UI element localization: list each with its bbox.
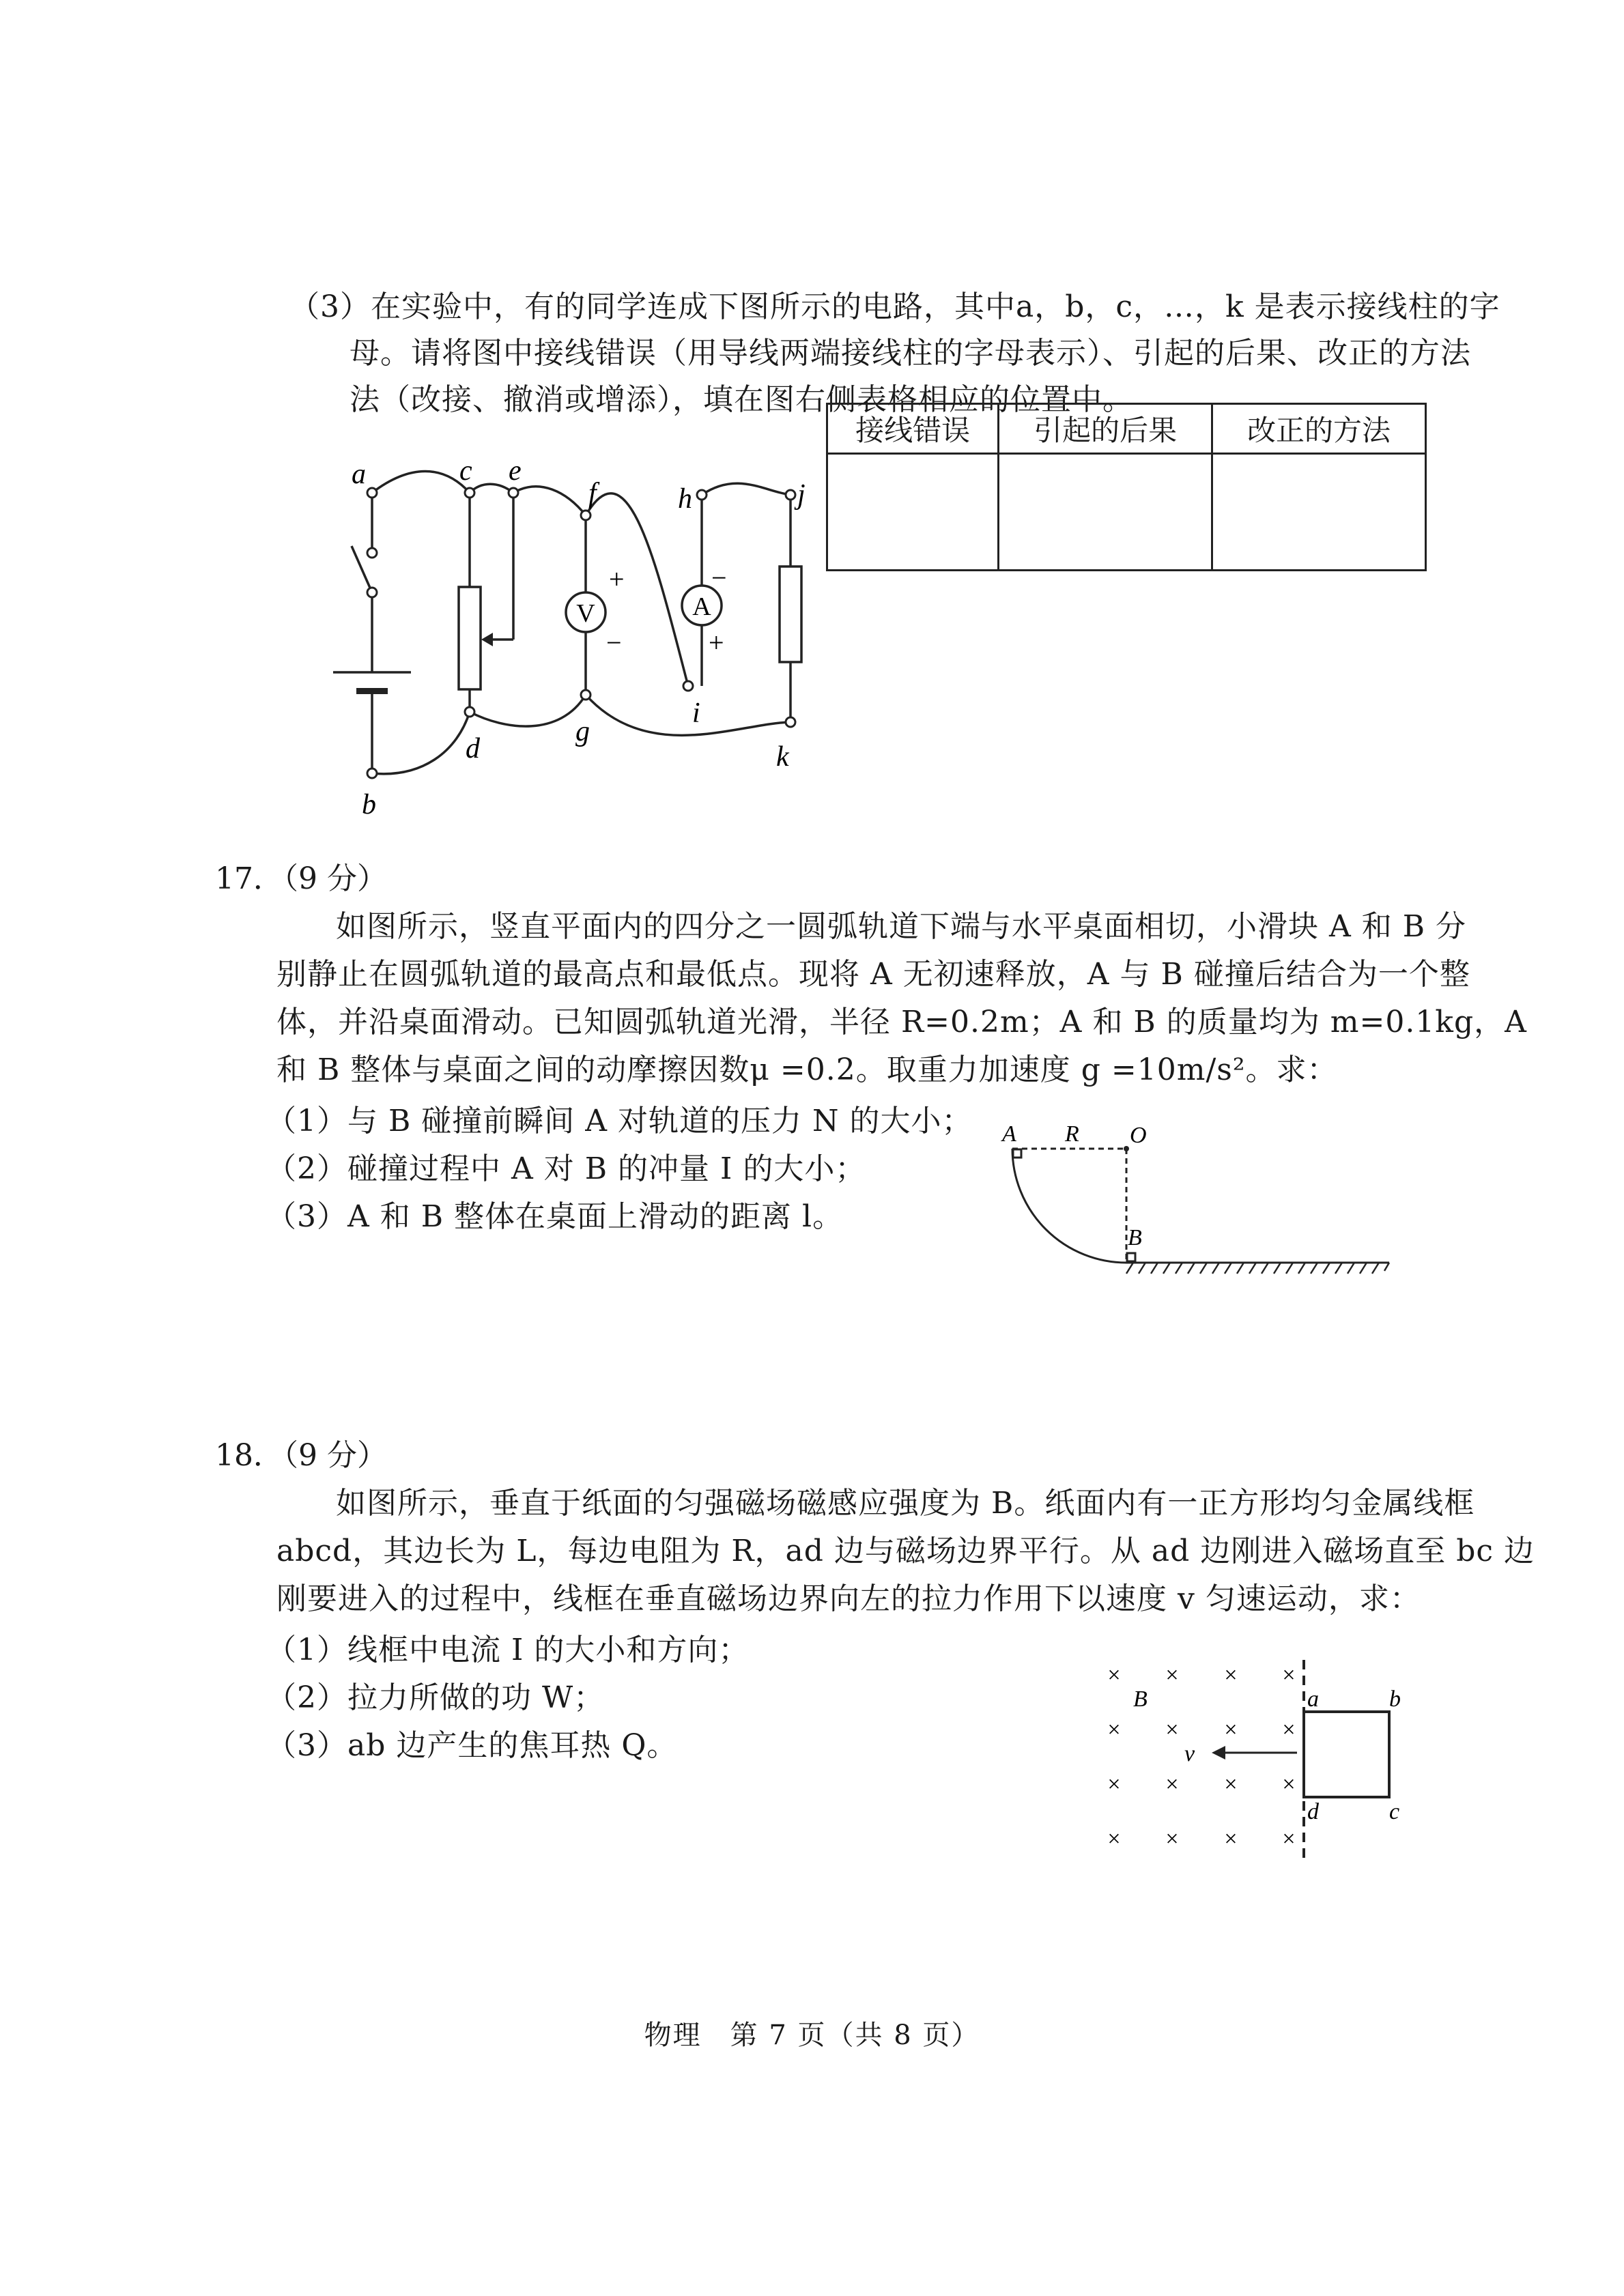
- field-cross: ×: [1282, 1826, 1296, 1852]
- field-cross: ×: [1107, 1717, 1121, 1742]
- voltmeter-minus: −: [606, 627, 622, 658]
- field-cross: ×: [1282, 1772, 1296, 1797]
- terminal-i: i: [692, 698, 700, 729]
- field-cross: ×: [1165, 1663, 1179, 1688]
- field-cross: ×: [1107, 1663, 1121, 1688]
- part3-line1: （3）在实验中，有的同学连成下图所示的电路，其中a，b，c，…，k 是表示接线柱的字: [289, 289, 1500, 324]
- field-cross: ×: [1224, 1772, 1238, 1797]
- q18-label-c: c: [1389, 1799, 1400, 1824]
- q18-number: 18．（9 分）: [215, 1438, 387, 1473]
- page-footer: 物理 第 7 页（共 8 页）: [644, 2020, 980, 2051]
- q17-sub2: （2）碰撞过程中 A 对 B 的冲量 I 的大小；: [266, 1151, 866, 1186]
- circuit-diagram: [300, 444, 819, 840]
- q17-sub3: （3）A 和 B 整体在桌面上滑动的距离 l。: [266, 1199, 844, 1234]
- terminal-a: a: [352, 459, 366, 490]
- terminal-f: f: [588, 478, 597, 509]
- field-cross: ×: [1107, 1772, 1121, 1797]
- answer-table: [826, 403, 1427, 571]
- q17-label-O: O: [1130, 1123, 1147, 1148]
- q18-sub2: （2）拉力所做的功 W；: [266, 1680, 605, 1715]
- q18-label-b: b: [1389, 1687, 1401, 1712]
- field-cross: ×: [1224, 1717, 1238, 1742]
- terminal-e: e: [509, 455, 522, 487]
- terminal-c: c: [459, 455, 472, 487]
- q17-arc-track-figure: [990, 1106, 1413, 1283]
- terminal-j: j: [797, 479, 806, 511]
- terminal-k: k: [776, 741, 789, 773]
- field-cross: ×: [1282, 1663, 1296, 1688]
- q18-para2: abcd，其边长为 L，每边电阻为 R，ad 边与磁场边界平行。从 ad 边刚进入磁场直至 bc 边: [276, 1534, 1535, 1568]
- ammeter-plus: +: [709, 627, 724, 658]
- field-cross: ×: [1224, 1826, 1238, 1852]
- q18-label-v: v: [1184, 1741, 1195, 1766]
- q18-sub1: （1）线框中电流 I 的大小和方向；: [266, 1633, 750, 1667]
- field-cross: ×: [1107, 1826, 1121, 1852]
- q17-para1: 如图所示，竖直平面内的四分之一圆弧轨道下端与水平桌面相切，小滑块 A 和 B 分: [336, 909, 1467, 944]
- q17-number: 17．（9 分）: [215, 861, 387, 896]
- ammeter-symbol: A: [692, 592, 711, 621]
- terminal-b: b: [362, 789, 376, 820]
- table-header-wiring-error: 接线错误: [827, 404, 999, 454]
- field-cross: ×: [1282, 1717, 1296, 1742]
- part3-line2: 母。请将图中接线错误（用导线两端接线柱的字母表示）、引起的后果、改正的方法: [350, 336, 1471, 371]
- terminal-g: g: [575, 716, 590, 747]
- q18-label-d: d: [1307, 1799, 1319, 1824]
- terminal-h: h: [678, 483, 692, 515]
- q18-label-a: a: [1307, 1687, 1319, 1712]
- q18-sub3: （3）ab 边产生的焦耳热 Q。: [266, 1728, 678, 1763]
- table-cell-wiring-error: [827, 454, 999, 571]
- table-header-correction: 改正的方法: [1212, 404, 1426, 454]
- table-cell-correction: [1212, 454, 1426, 571]
- table-cell-consequence: [999, 454, 1212, 571]
- terminal-d: d: [466, 733, 480, 764]
- voltmeter-symbol: V: [576, 599, 595, 628]
- field-cross: ×: [1224, 1663, 1238, 1688]
- q18-label-B: B: [1133, 1687, 1148, 1712]
- field-cross: ×: [1165, 1826, 1179, 1852]
- field-cross: ×: [1165, 1717, 1179, 1742]
- q18-magnetic-field-figure: [1092, 1652, 1420, 1870]
- q17-label-B: B: [1128, 1225, 1142, 1250]
- field-cross: ×: [1165, 1772, 1179, 1797]
- ammeter-minus: −: [711, 562, 727, 593]
- q17-label-A: A: [1002, 1121, 1016, 1147]
- q17-label-R: R: [1065, 1121, 1079, 1147]
- q17-para4: 和 B 整体与桌面之间的动摩擦因数μ =0.2。取重力加速度 g =10m/s²。求：: [276, 1052, 1338, 1087]
- q17-para2: 别静止在圆弧轨道的最高点和最低点。现将 A 无初速释放，A 与 B 碰撞后结合为一个整: [276, 957, 1470, 992]
- table-header-consequence: 引起的后果: [999, 404, 1212, 454]
- q17-para3: 体，并沿桌面滑动。已知圆弧轨道光滑，半径 R=0.2m；A 和 B 的质量均为 m=0.1kg，A: [276, 1005, 1527, 1039]
- q18-para3: 刚要进入的过程中，线框在垂直磁场边界向左的拉力作用下以速度 v 匀速运动，求：: [276, 1581, 1421, 1616]
- q18-para1: 如图所示，垂直于纸面的匀强磁场磁感应强度为 B。纸面内有一正方形均匀金属线框: [336, 1486, 1475, 1521]
- part3-line3: 法（改接、撤消或增添），填在图右侧表格相应的位置中。: [350, 382, 1133, 417]
- voltmeter-plus: +: [609, 564, 625, 594]
- q17-sub1: （1）与 B 碰撞前瞬间 A 对轨道的压力 N 的大小；: [266, 1104, 973, 1138]
